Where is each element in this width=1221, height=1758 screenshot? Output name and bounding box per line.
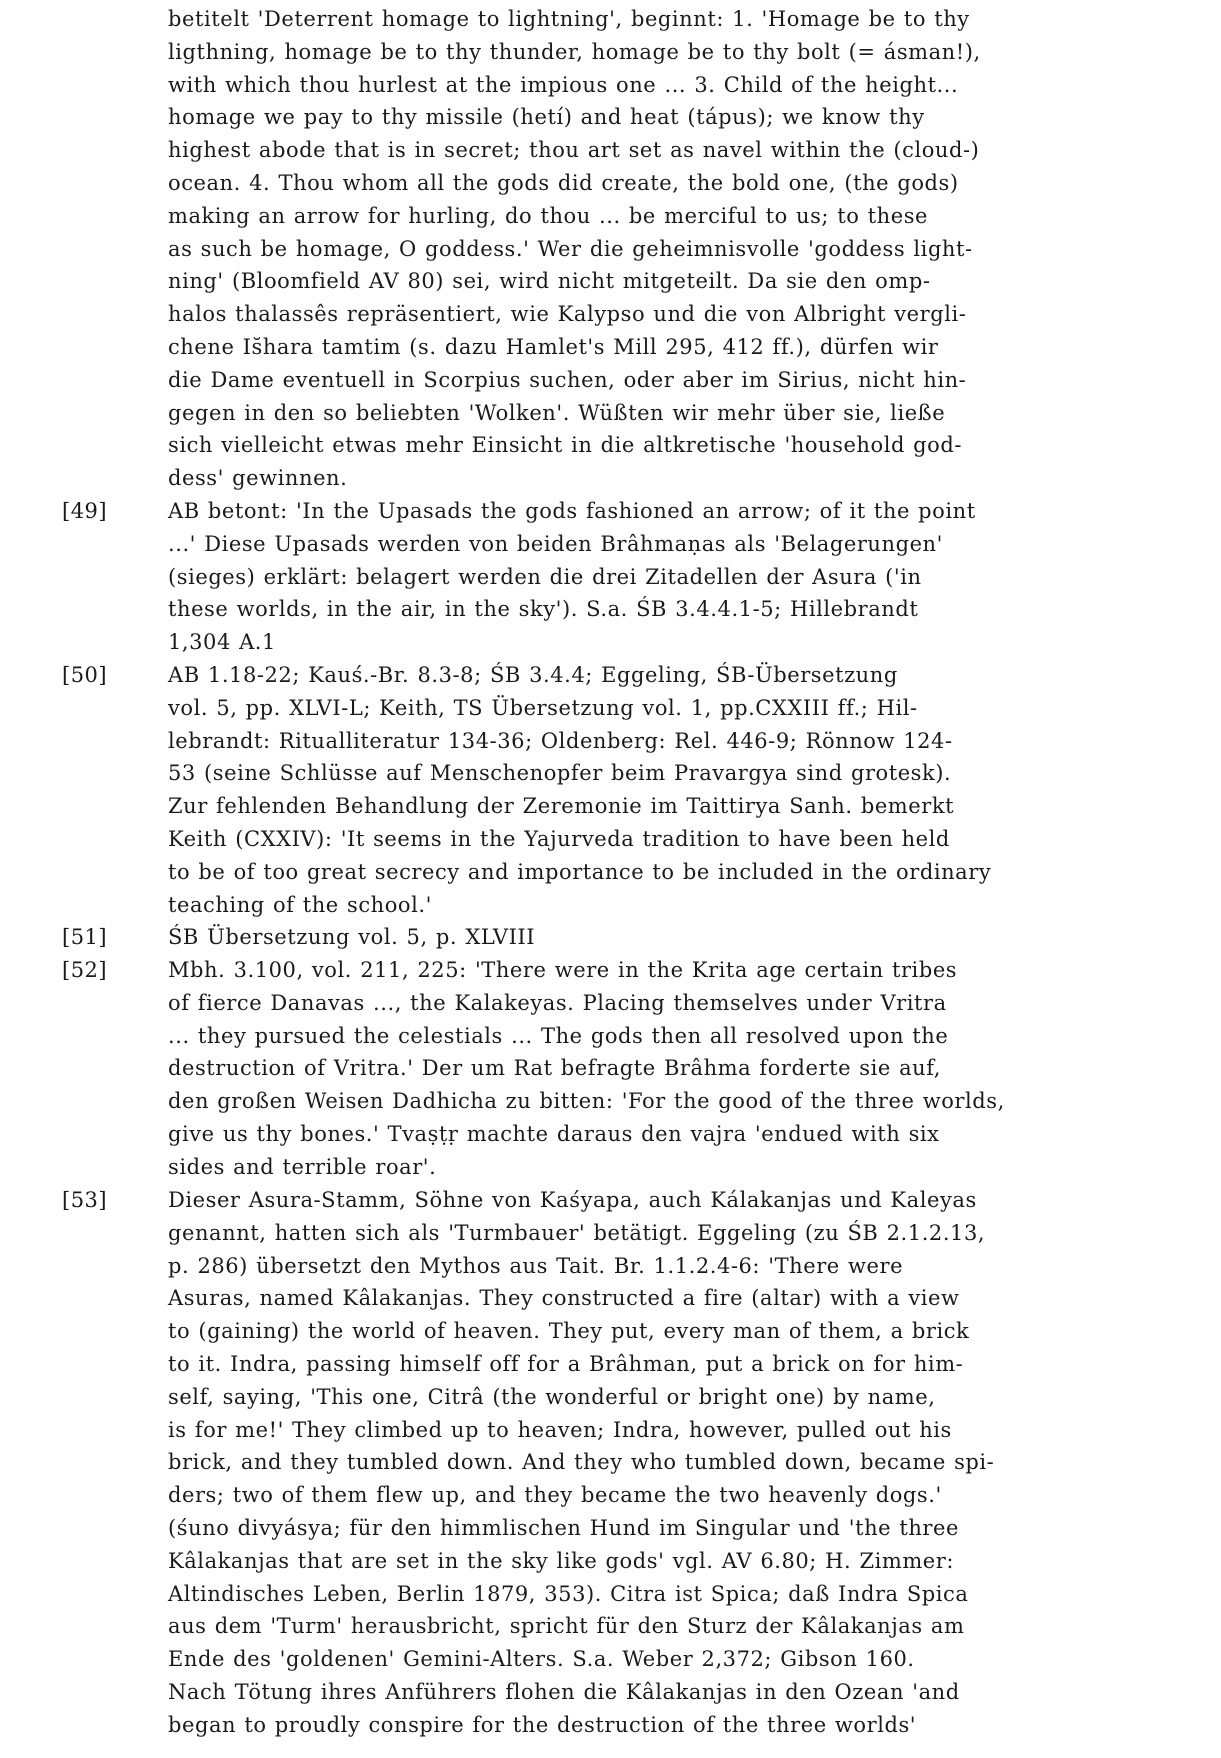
text-line: AB 1.18-22; Kauś.-Br. 8.3-8; ŚB 3.4.4; Eggeling, ŚB-Übersetzung bbox=[168, 663, 898, 687]
text-line: is for me!' They climbed up to heaven; Indra, however, pulled out his bbox=[168, 1418, 952, 1442]
text-line: die Dame eventuell in Scorpius suchen, oder aber im Sirius, nicht hin- bbox=[168, 368, 967, 392]
text-line: Keith (CXXIV): 'It seems in the Yajurveda tradition to have been held bbox=[168, 827, 950, 851]
text-line: Zur fehlenden Behandlung der Zeremonie im Taittirya Sanh. bemerkt bbox=[168, 794, 955, 818]
text-line: began to proudly conspire for the destruction of the three worlds' bbox=[168, 1713, 917, 1737]
text-line: chene Is̆hara tamtim (s. dazu Hamlet's Mill 295, 412 ff.), dürfen wir bbox=[168, 335, 939, 359]
text-line: lebrandt: Ritualliteratur 134-36; Oldenberg: Rel. 446-9; Rönnow 124- bbox=[168, 729, 953, 753]
text-line: homage we pay to thy missile (hetí) and heat (tápus); we know thy bbox=[168, 105, 925, 129]
text-line: 1,304 A.1 bbox=[168, 630, 276, 654]
text-line: 53 (seine Schlüsse auf Menschenopfer beim Pravargya sind grotesk). bbox=[168, 761, 952, 785]
text-line: vol. 5, pp. XLVI-L; Keith, TS Übersetzung vol. 1, pp.CXXIII ff.; Hil- bbox=[168, 696, 918, 720]
text-line: teaching of the school.' bbox=[168, 893, 432, 917]
text-line: Nach Tötung ihres Anführers flohen die Kâlakanjas in den Ozean 'and bbox=[168, 1680, 960, 1704]
text-line: ligthning, homage be to thy thunder, homage be to thy bolt (= ásman!), bbox=[168, 40, 981, 64]
footnote-number: [49] bbox=[62, 499, 108, 523]
text-line: ders; two of them flew up, and they became the two heavenly dogs.' bbox=[168, 1483, 942, 1507]
text-line: Asuras, named Kâlakanjas. They constructed a fire (altar) with a view bbox=[168, 1286, 960, 1310]
text-line: genannt, hatten sich als 'Turmbauer' betätigt. Eggeling (zu ŚB 2.1.2.13, bbox=[168, 1221, 986, 1245]
text-line: (sieges) erklärt: belagert werden die drei Zitadellen der Asura ('in bbox=[168, 565, 922, 589]
text-line: halos thalassês repräsentiert, wie Kalypso und die von Albright vergli- bbox=[168, 302, 967, 326]
footnote-number: [50] bbox=[62, 663, 108, 687]
text-line: self, saying, 'This one, Citrâ (the wonderful or bright one) by name, bbox=[168, 1385, 936, 1409]
text-line: ...' Diese Upasads werden von beiden Brâhmaṇas als 'Belagerungen' bbox=[168, 532, 943, 556]
text-line: betitelt 'Deterrent homage to lightning', beginnt: 1. 'Homage be to thy bbox=[168, 7, 970, 31]
text-line: destruction of Vritra.' Der um Rat befragte Brâhma forderte sie auf, bbox=[168, 1056, 942, 1080]
text-line: with which thou hurlest at the impious one ... 3. Child of the height... bbox=[168, 73, 959, 97]
text-line: brick, and they tumbled down. And they who tumbled down, became spi- bbox=[168, 1450, 995, 1474]
text-line: ŚB Übersetzung vol. 5, p. XLVIII bbox=[168, 925, 536, 949]
text-line: Kâlakanjas that are set in the sky like gods' vgl. AV 6.80; H. Zimmer: bbox=[168, 1549, 954, 1573]
footnote-number: [53] bbox=[62, 1188, 108, 1212]
text-line: den großen Weisen Dadhicha zu bitten: 'For the good of the three worlds, bbox=[168, 1089, 1005, 1113]
text-line: Mbh. 3.100, vol. 211, 225: 'There were in the Krita age certain tribes bbox=[168, 958, 958, 982]
text-line: to be of too great secrecy and importance to be included in the ordinary bbox=[168, 860, 992, 884]
text-line: ... they pursued the celestials ... The gods then all resolved upon the bbox=[168, 1024, 949, 1048]
text-line: ning' (Bloomfield AV 80) sei, wird nicht mitgeteilt. Da sie den omp- bbox=[168, 269, 931, 293]
text-line: of fierce Danavas ..., the Kalakeyas. Placing themselves under Vritra bbox=[168, 991, 947, 1015]
text-line: (śuno divyásya; für den himmlischen Hund im Singular und 'the three bbox=[168, 1516, 959, 1540]
text-line: to it. Indra, passing himself off for a Brâhman, put a brick on for him- bbox=[168, 1352, 964, 1376]
footnote-number: [52] bbox=[62, 958, 108, 982]
text-line: as such be homage, O goddess.' Wer die geheimnisvolle 'goddess light- bbox=[168, 237, 973, 261]
text-line: give us thy bones.' Tvaṣṭṛ machte daraus den vajra 'endued with six bbox=[168, 1122, 940, 1146]
text-line: Dieser Asura-Stamm, Söhne von Kaśyapa, auch Kálakanjas und Kaleyas bbox=[168, 1188, 977, 1212]
text-line: Ende des 'goldenen' Gemini-Alters. S.a. Weber 2,372; Gibson 160. bbox=[168, 1647, 915, 1671]
text-line: making an arrow for hurling, do thou ... be merciful to us; to these bbox=[168, 204, 929, 228]
text-line: highest abode that is in secret; thou art set as navel within the (cloud-) bbox=[168, 138, 980, 162]
text-line: p. 286) übersetzt den Mythos aus Tait. Br. 1.1.2.4-6: 'There were bbox=[168, 1254, 904, 1278]
text-line: sich vielleicht etwas mehr Einsicht in die altkretische 'household god- bbox=[168, 433, 963, 457]
text-line: AB betont: 'In the Upasads the gods fashioned an arrow; of it the point bbox=[168, 499, 976, 523]
text-line: aus dem 'Turm' herausbricht, spricht für den Sturz der Kâlakanjas am bbox=[168, 1614, 965, 1638]
text-line: to (gaining) the world of heaven. They put, every man of them, a brick bbox=[168, 1319, 970, 1343]
text-line: dess' gewinnen. bbox=[168, 466, 348, 490]
text-line: Altindisches Leben, Berlin 1879, 353). Citra ist Spica; daß Indra Spica bbox=[168, 1582, 969, 1606]
text-line: gegen in den so beliebten 'Wolken'. Wüßten wir mehr über sie, ließe bbox=[168, 401, 946, 425]
footnote-number: [51] bbox=[62, 925, 108, 949]
text-line: ocean. 4. Thou whom all the gods did create, the bold one, (the gods) bbox=[168, 171, 959, 195]
text-line: sides and terrible roar'. bbox=[168, 1155, 437, 1179]
text-line: these worlds, in the air, in the sky'). S.a. ŚB 3.4.4.1-5; Hillebrandt bbox=[168, 597, 919, 621]
